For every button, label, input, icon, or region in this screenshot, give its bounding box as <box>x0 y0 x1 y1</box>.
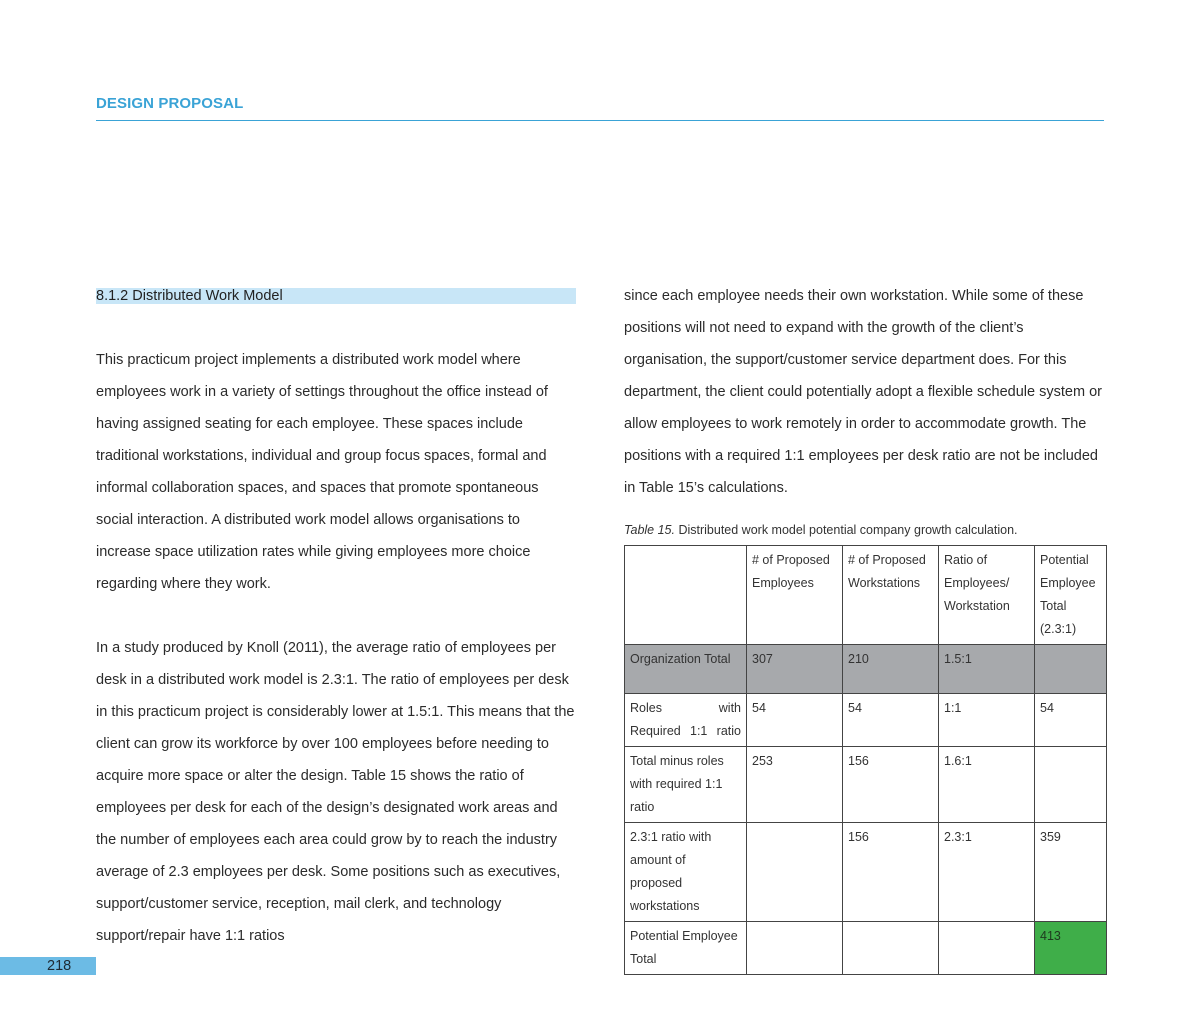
right-column <box>624 280 1106 504</box>
table-header-cell: # of Proposed Workstations <box>843 546 939 645</box>
table-cell: 1:1 <box>939 694 1035 747</box>
body-paragraph: since each employee needs their own workstation. While some of these positions will not need to expand with the growth of the client’s organisation, the support/customer service department does. For this department, the client could potentially adopt a flexible schedule system or allow employees to work remotely in order to accommodate growth. The positions with a required 1:1 employees per desk ratio are not be included in Table 15’s calculations. <box>624 288 1102 496</box>
table-cell: 210 <box>843 645 939 694</box>
table-cell: 1.5:1 <box>939 645 1035 694</box>
table-row <box>625 747 1107 823</box>
table-cell <box>939 922 1035 975</box>
table-row <box>625 694 1107 747</box>
table-cell: 54 <box>843 694 939 747</box>
table-row <box>625 922 1107 975</box>
growth-table <box>624 545 1107 975</box>
table-header-cell: Ratio of Employees/ Workstation <box>939 546 1035 645</box>
table-cell: 156 <box>843 823 939 922</box>
body-paragraph: This practicum project implements a distributed work model where employees work in a variety of settings throughout the office instead of having assigned seating for each employee. These spaces include traditional workstations, individual and group focus spaces, formal and informal collaboration spaces, and spaces that promote spontaneous social interaction. A distributed work model allows organisations to increase space utilization rates while giving employees more choice regarding where they work. <box>96 352 548 592</box>
table-cell: Total minus roles with required 1:1 ratio <box>625 747 747 823</box>
table-cell: Roles with Required 1:1 ratio <box>625 694 747 747</box>
table-caption <box>624 523 1018 537</box>
table-cell: 2.3:1 ratio with amount of proposed workstations <box>625 823 747 922</box>
table-cell: 156 <box>843 747 939 823</box>
table-cell <box>1035 747 1107 823</box>
table-cell: 54 <box>747 694 843 747</box>
section-title: DESIGN PROPOSAL <box>96 95 244 112</box>
table-row <box>625 645 1107 694</box>
table-header-cell <box>625 546 747 645</box>
table-caption-text: Distributed work model potential company growth calculation. <box>674 523 1018 537</box>
table-header-cell: # of Proposed Employees <box>747 546 843 645</box>
table-cell: 2.3:1 <box>939 823 1035 922</box>
body-paragraph: In a study produced by Knoll (2011), the average ratio of employees per desk in a distributed work model is 2.3:1. The ratio of employees per desk in this practicum project is considerably lower at 1.5:1. This means that the client can grow its workforce by over 100 employees before needing to acquire more space or alter the design. Table 15 shows the ratio of employees per desk for each of the design’s designated work areas and the number of employees each area could grow by to reach the industry average of 2.3 employees per desk. Some positions such as executives, support/customer service, reception, mail clerk, and technology support/repair have 1:1 ratios <box>96 640 575 944</box>
table-cell: 359 <box>1035 823 1107 922</box>
table-caption-label: Table 15. <box>624 523 675 537</box>
table-cell <box>843 922 939 975</box>
left-column <box>96 280 576 952</box>
table-cell: 54 <box>1035 694 1107 747</box>
page-number: 218 <box>47 958 72 974</box>
table-cell: 253 <box>747 747 843 823</box>
subsection-heading: 8.1.2 Distributed Work Model <box>96 288 576 304</box>
header-divider <box>96 120 1104 121</box>
table-header-cell: Potential Employee Total (2.3:1) <box>1035 546 1107 645</box>
table-cell: Potential Employee Total <box>625 922 747 975</box>
table-cell <box>1035 645 1107 694</box>
table-cell: 1.6:1 <box>939 747 1035 823</box>
table-row <box>625 823 1107 922</box>
table-cell <box>747 823 843 922</box>
page-number-tab <box>0 957 96 975</box>
table-cell: 307 <box>747 645 843 694</box>
table-cell: Organization Total <box>625 645 747 694</box>
table-header-row <box>625 546 1107 645</box>
highlighted-total-cell: 413 <box>1035 922 1107 975</box>
table-cell <box>747 922 843 975</box>
